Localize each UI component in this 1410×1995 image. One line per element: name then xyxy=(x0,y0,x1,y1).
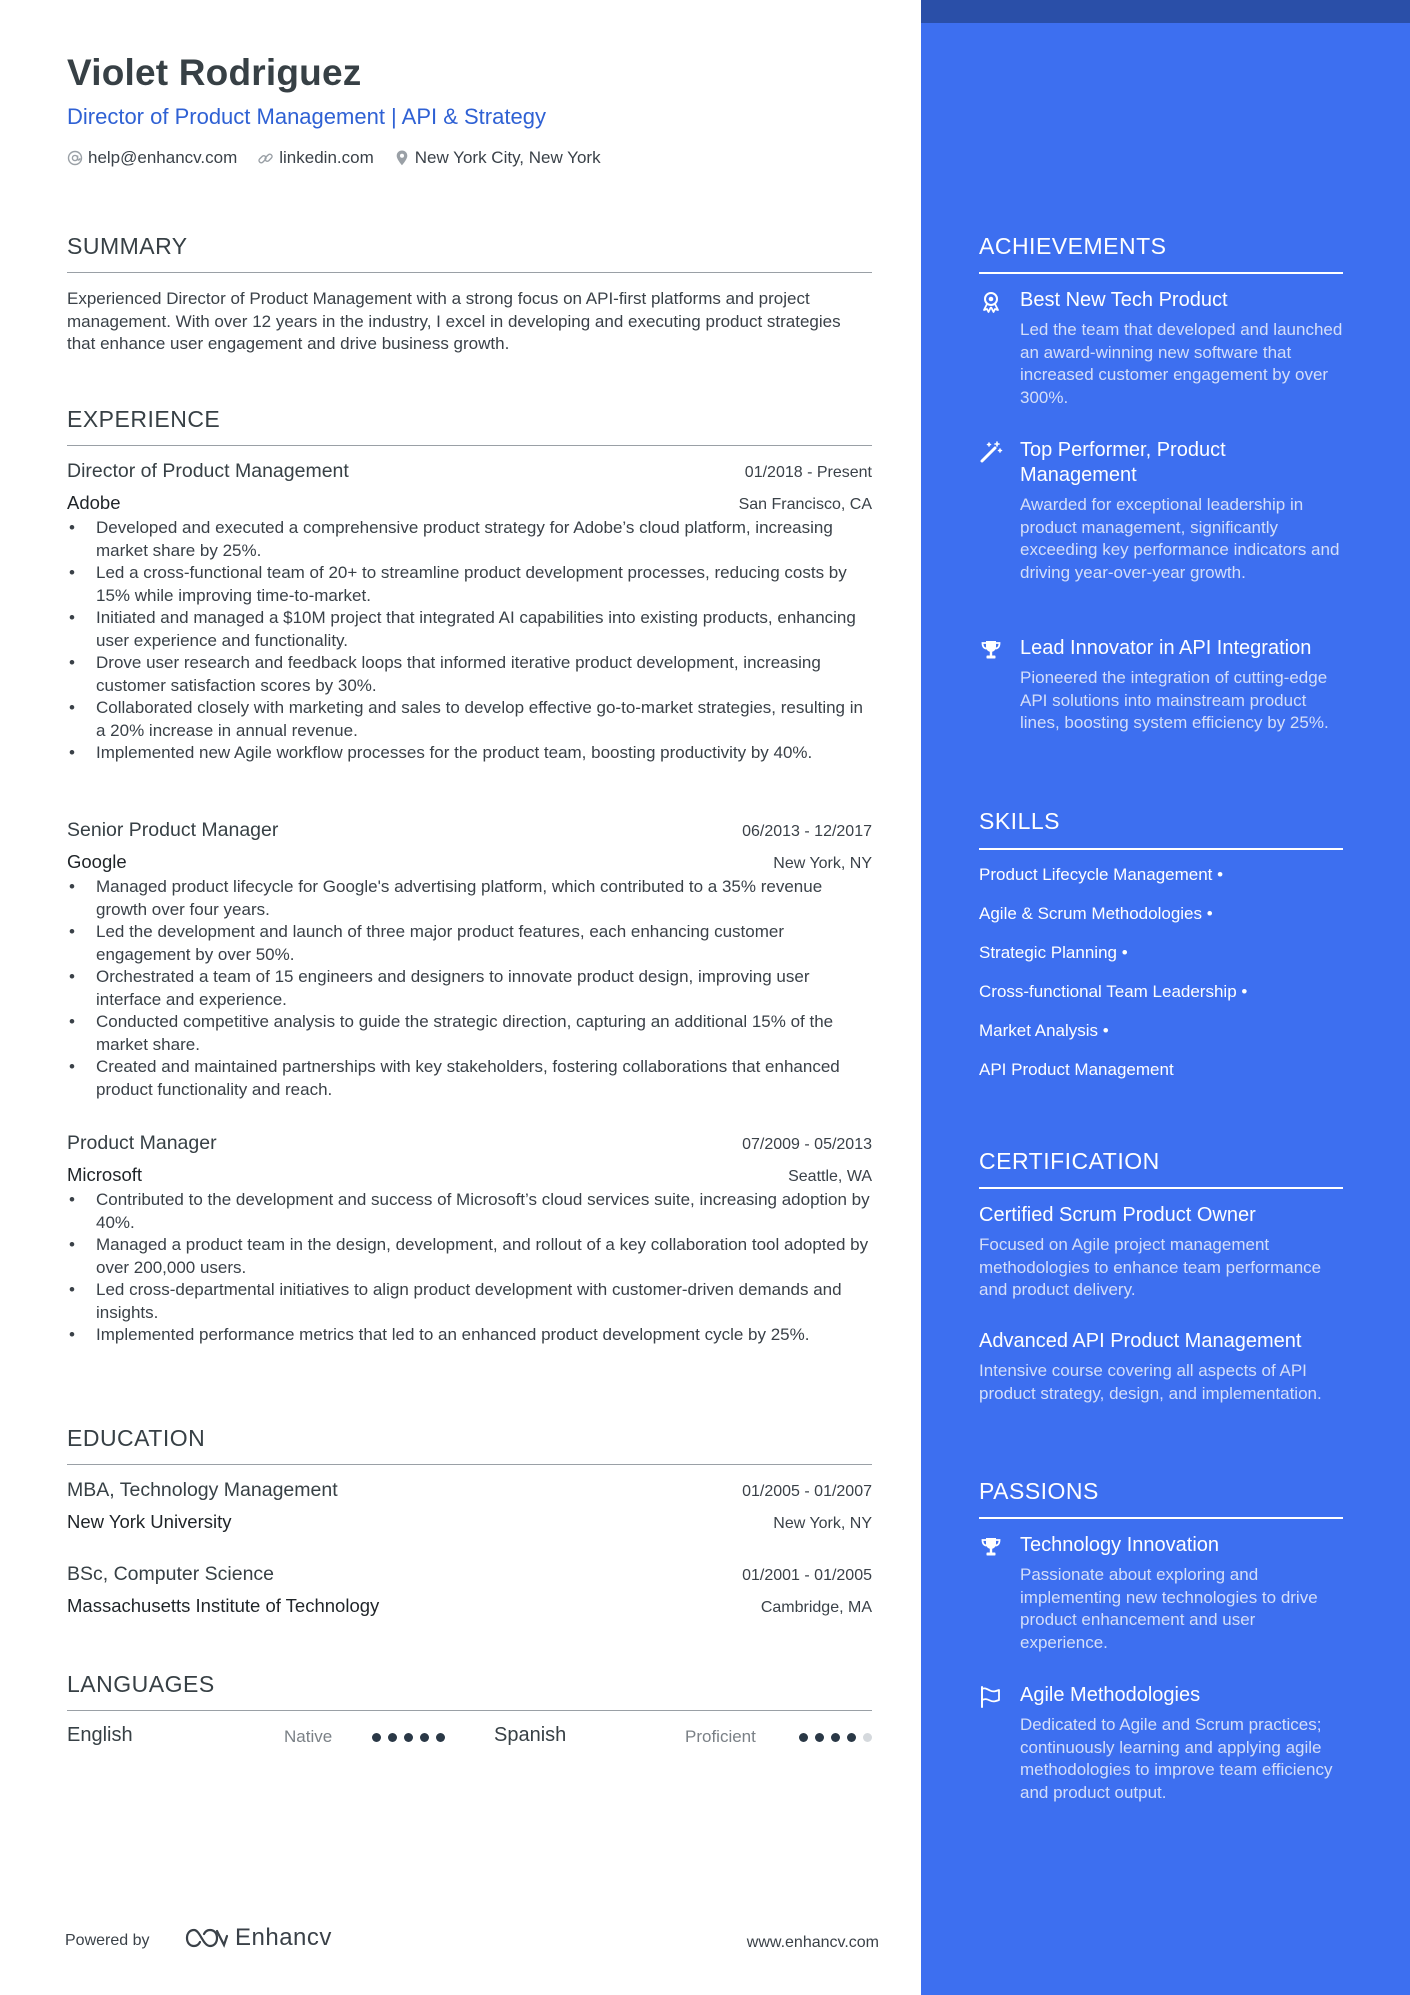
passion-item xyxy=(979,1533,1343,1654)
job-bullet: • Created and maintained partnerships with key stakeholders, fostering collaborations that enhanced product functionality and reach. xyxy=(67,1056,872,1101)
rating-dot-empty xyxy=(863,1733,872,1742)
passion-description: Dedicated to Agile and Scrum practices; continuously learning and applying agile methodologies to improve team efficiency and product output. xyxy=(1020,1715,1333,1802)
job-bullet: • Led the development and launch of three major product features, each enhancing customer engagement by over 50%. xyxy=(67,921,872,966)
contact-location xyxy=(394,148,601,168)
certification-item xyxy=(979,1203,1343,1302)
education-entry xyxy=(67,1563,872,1617)
job-company: Google xyxy=(67,851,127,872)
job-location: Seattle, WA xyxy=(788,1168,872,1185)
language-item xyxy=(67,1724,133,1747)
job-bullet: • Implemented performance metrics that led to an enhanced product development cycle by 25%. xyxy=(67,1324,872,1347)
rating-dot-filled xyxy=(831,1733,840,1742)
job-company: Adobe xyxy=(67,492,121,513)
candidate-name: Violet Rodriguez xyxy=(67,52,362,93)
achievement-item xyxy=(979,438,1343,584)
skill-item: Strategic Planning • xyxy=(979,943,1128,962)
education-school: New York University xyxy=(67,1511,232,1532)
rating-dot-filled xyxy=(847,1733,856,1742)
rating-dot-filled xyxy=(420,1733,429,1742)
language-name: Spanish xyxy=(494,1724,567,1746)
contact-linkedin[interactable] xyxy=(257,148,374,168)
job-location: San Francisco, CA xyxy=(738,496,872,513)
footer-powered-by: Powered by xyxy=(65,1932,150,1949)
language-level: Proficient xyxy=(685,1727,756,1746)
footer-url[interactable]: www.enhancv.com xyxy=(746,1934,879,1951)
rating-dot-filled xyxy=(436,1733,445,1742)
achievements-heading: ACHIEVEMENTS xyxy=(979,233,1167,259)
contact-email[interactable] xyxy=(67,148,237,168)
certification-description: Focused on Agile project management methodologies to enhance team performance and product delivery. xyxy=(979,1235,1322,1299)
summary-heading: SUMMARY xyxy=(67,233,188,259)
experience-heading: EXPERIENCE xyxy=(67,406,221,432)
job-dates: 01/2018 - Present xyxy=(744,464,872,481)
education-school: Massachusetts Institute of Technology xyxy=(67,1595,380,1616)
education-location: Cambridge, MA xyxy=(760,1599,872,1616)
education-dates: 01/2005 - 01/2007 xyxy=(742,1483,872,1500)
job-company: Microsoft xyxy=(67,1164,143,1185)
achievement-item xyxy=(979,636,1343,735)
job-bullet: • Drove user research and feedback loops that informed iterative product development, increasing customer satisfaction scores by 30%. xyxy=(67,652,872,697)
education-heading: EDUCATION xyxy=(67,1425,206,1451)
skills-heading: SKILLS xyxy=(979,808,1060,834)
trophy-icon xyxy=(979,1535,1003,1559)
certification-divider xyxy=(979,1187,1343,1189)
job-entry xyxy=(67,819,872,1101)
languages-divider xyxy=(67,1710,872,1711)
skill-item: Product Lifecycle Management • xyxy=(979,865,1224,884)
certification-description: Intensive course covering all aspects of API product strategy, design, and implementation. xyxy=(979,1361,1322,1403)
job-bullets xyxy=(67,1189,872,1347)
job-bullet: • Conducted competitive analysis to guide the strategic direction, capturing an additional 15% of the market share. xyxy=(67,1011,872,1056)
sidebar-top-band xyxy=(921,0,1410,23)
location-pin-icon xyxy=(394,149,410,167)
experience-divider xyxy=(67,445,872,446)
candidate-headline: Director of Product Management | API & Strategy xyxy=(67,104,546,129)
certification-item xyxy=(979,1329,1343,1405)
award-ribbon-icon xyxy=(979,290,1003,314)
passion-title: Agile Methodologies xyxy=(1020,1684,1201,1706)
link-icon xyxy=(257,150,274,167)
job-bullet: • Initiated and managed a $10M project that integrated AI capabilities into existing products, enhancing user experience and functionality. xyxy=(67,607,872,652)
job-bullet: • Collaborated closely with marketing and sales to develop effective go-to-market strategies, resulting in a 20% increase in annual revenue. xyxy=(67,697,872,742)
languages-heading: LANGUAGES xyxy=(67,1671,215,1697)
education-entry xyxy=(67,1479,872,1533)
education-location: New York, NY xyxy=(773,1515,872,1532)
passions-divider xyxy=(979,1517,1343,1519)
contact-linkedin-text: linkedin.com xyxy=(279,148,374,167)
certification-heading: CERTIFICATION xyxy=(979,1148,1160,1174)
achievement-title: Lead Innovator in API Integration xyxy=(1020,637,1312,659)
job-bullets xyxy=(67,517,872,765)
job-dates: 07/2009 - 05/2013 xyxy=(742,1136,872,1153)
skills-divider xyxy=(979,848,1343,850)
certification-title: Certified Scrum Product Owner xyxy=(979,1204,1256,1226)
summary-text: Experienced Director of Product Management with a strong focus on API-first platforms and project management. With over 12 years in the industry, I excel in developing and executing product strategies that enhance user engagement and drive business growth. xyxy=(67,289,841,353)
language-level: Native xyxy=(284,1727,333,1746)
flag-icon xyxy=(979,1685,1003,1709)
job-title: Product Manager xyxy=(67,1132,217,1154)
language-rating xyxy=(372,1733,452,1742)
job-bullet: • Developed and executed a comprehensive product strategy for Adobe’s cloud platform, increasing market share by 25%. xyxy=(67,517,872,562)
job-bullet: • Implemented new Agile workflow processes for the product team, boosting productivity by 40%. xyxy=(67,742,872,765)
achievement-description: Awarded for exceptional leadership in product management, significantly exceeding key performance indicators and driving year-over-year growth. xyxy=(1020,495,1340,582)
education-dates: 01/2001 - 01/2005 xyxy=(742,1567,872,1584)
rating-dot-filled xyxy=(388,1733,397,1742)
at-icon xyxy=(67,150,83,166)
languages-row xyxy=(67,1724,872,1754)
skill-item: API Product Management xyxy=(979,1060,1174,1079)
rating-dot-filled xyxy=(815,1733,824,1742)
achievement-description: Led the team that developed and launched an award-winning new software that increased customer engagement by over 300%. xyxy=(1020,320,1343,407)
enhancv-logo-text: Enhancv xyxy=(235,1924,332,1951)
achievements-divider xyxy=(979,272,1343,274)
job-bullet: • Led a cross-functional team of 20+ to streamline product development processes, reducing costs by 15% while improving time-to-market. xyxy=(67,562,872,607)
enhancv-logo[interactable] xyxy=(183,1924,332,1952)
rating-dot-filled xyxy=(799,1733,808,1742)
job-location: New York, NY xyxy=(773,855,872,872)
achievement-item xyxy=(979,288,1343,409)
skill-item: Agile & Scrum Methodologies • xyxy=(979,904,1213,923)
job-bullet: • Managed a product team in the design, development, and rollout of a key collaboration tool adopted by over 200,000 users. xyxy=(67,1234,872,1279)
skill-item: Cross-functional Team Leadership • xyxy=(979,982,1248,1001)
trophy-icon xyxy=(979,638,1003,662)
job-bullet: • Managed product lifecycle for Google's advertising platform, which contributed to a 35% revenue growth over four years. xyxy=(67,876,872,921)
job-title: Senior Product Manager xyxy=(67,819,279,841)
education-degree: MBA, Technology Management xyxy=(67,1479,338,1501)
skill-item: Market Analysis • xyxy=(979,1021,1109,1040)
magic-wand-icon xyxy=(979,440,1003,464)
job-bullet: • Led cross-departmental initiatives to align product development with customer-driven demands and insights. xyxy=(67,1279,872,1324)
achievement-description: Pioneered the integration of cutting-edge API solutions into mainstream product lines, boosting system efficiency by 25%. xyxy=(1020,668,1329,732)
job-entry xyxy=(67,1132,872,1347)
education-divider xyxy=(67,1464,872,1465)
job-bullet: • Contributed to the development and success of Microsoft’s cloud services suite, increasing adoption by 40%. xyxy=(67,1189,872,1234)
passion-description: Passionate about exploring and implementing new technologies to drive product enhancement and user experience. xyxy=(1020,1565,1318,1652)
language-rating xyxy=(799,1733,879,1742)
achievement-title: Top Performer, Product Management xyxy=(1020,439,1226,486)
contact-location-text: New York City, New York xyxy=(414,148,601,167)
contact-row xyxy=(67,148,621,168)
education-degree: BSc, Computer Science xyxy=(67,1563,275,1585)
language-name: English xyxy=(67,1724,133,1746)
rating-dot-filled xyxy=(404,1733,413,1742)
language-item xyxy=(494,1724,566,1747)
job-dates: 06/2013 - 12/2017 xyxy=(742,823,872,840)
achievement-title: Best New Tech Product xyxy=(1020,289,1228,311)
passion-title: Technology Innovation xyxy=(1020,1534,1220,1556)
rating-dot-filled xyxy=(372,1733,381,1742)
enhancv-logo-icon xyxy=(183,1925,229,1951)
passion-item xyxy=(979,1683,1343,1804)
job-bullets xyxy=(67,876,872,1101)
contact-email-text: help@enhancv.com xyxy=(88,148,238,167)
job-bullet: • Orchestrated a team of 15 engineers and designers to innovate product design, improving user interface and experience. xyxy=(67,966,872,1011)
job-entry xyxy=(67,460,872,765)
passions-heading: PASSIONS xyxy=(979,1478,1099,1504)
job-title: Director of Product Management xyxy=(67,460,349,482)
summary-divider xyxy=(67,272,872,273)
certification-title: Advanced API Product Management xyxy=(979,1330,1302,1352)
